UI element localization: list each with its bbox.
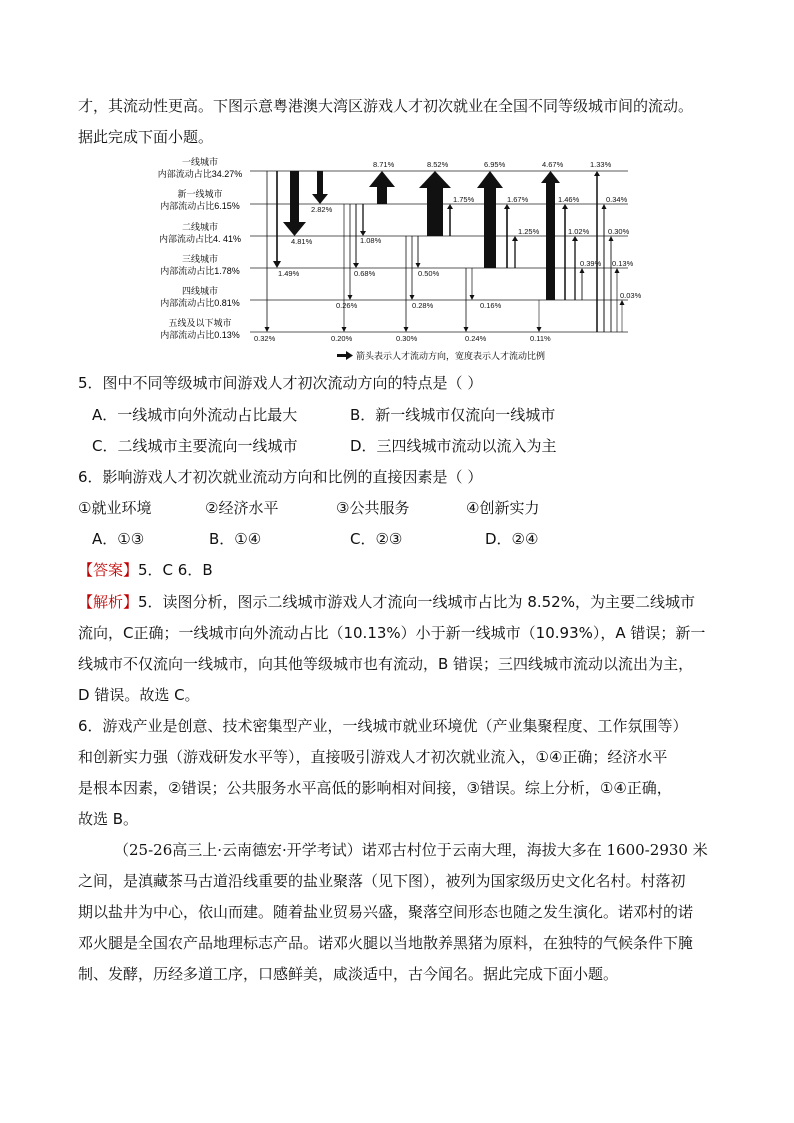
flow-arrowhead-4-2 — [504, 204, 510, 209]
q5-option-c[interactable]: C．二线城市主要流向一线城市 — [92, 437, 298, 455]
level-share-1: 内部流动占比34.27% — [157, 169, 243, 179]
flow-label: 6.95% — [484, 160, 506, 169]
level-name-3: 二线城市 — [181, 222, 219, 232]
answer-tag: 【答案】 — [78, 561, 139, 579]
flow-label: 0.16% — [480, 301, 502, 310]
analysis-line-1 — [78, 592, 695, 612]
level-name-4: 三线城市 — [181, 254, 219, 264]
flow-label: 4.81% — [291, 237, 313, 246]
level-share-5: 内部流动占比0.81% — [160, 298, 240, 308]
flow-arrowhead-6-4 — [615, 268, 620, 273]
flow-arrowhead-6-3 — [609, 236, 614, 241]
level-share-3: 内部流动占比4. 41% — [158, 234, 242, 244]
flow-arrowhead-6-1 — [594, 171, 600, 176]
level-share-6: 内部流动占比0.13% — [160, 330, 240, 340]
level-name-5: 四线城市 — [181, 286, 219, 296]
q6-factor-4: ④创新实力 — [466, 499, 540, 517]
analysis-line-6: 和创新实力强（游戏研发水平等），直接吸引游戏人才初次就业流入，①④正确；经济水平 — [78, 748, 668, 766]
legend-arrowhead-icon — [346, 351, 353, 360]
flow-label: 0.50% — [418, 269, 440, 278]
level-name-6: 五线及以下城市 — [168, 318, 232, 328]
flow-label: 0.68% — [354, 269, 376, 278]
flow-arrowhead-5-2 — [562, 204, 568, 209]
flow-arrowhead-2-5 — [348, 295, 353, 300]
flow-label: 1.75% — [453, 195, 475, 204]
flow-arrowhead-4-3 — [512, 236, 518, 241]
level-labels — [158, 156, 243, 340]
flow-arrow-1-3 — [290, 171, 299, 223]
flow-label: 0.28% — [412, 301, 434, 310]
flow-label: 0.32% — [254, 334, 276, 343]
flow-arrowhead-3-1 — [419, 171, 451, 188]
flow-label: 8.71% — [373, 160, 395, 169]
flow-label: 0.24% — [465, 334, 487, 343]
level-name-2: 新一线城市 — [177, 189, 223, 199]
level-name-1: 一线城市 — [181, 157, 219, 167]
flow-label: 1.02% — [568, 227, 590, 236]
q6-option-a[interactable]: A．①③ — [92, 530, 145, 548]
flow-arrowhead-6-5 — [620, 300, 625, 305]
flow-arrow-3-1 — [427, 188, 443, 236]
flow-label: 8.52% — [427, 160, 449, 169]
flow-arrowhead-1-4 — [273, 261, 281, 268]
answer-line — [78, 560, 213, 580]
analysis-line-5: 6．游戏产业是创意、技术密集型产业，一线城市就业环境优（产业集聚程度、工作氛围等） — [78, 717, 688, 735]
analysis-line-3: 线城市不仅流向一线城市，向其他等级城市也有流动，B 错误；三四线城市流动以流出为主， — [78, 655, 694, 673]
flow-label: 0.34% — [606, 195, 628, 204]
answer-text: 5．C 6．B — [138, 561, 213, 579]
flow-arrowhead-5-3 — [572, 236, 578, 241]
flow-label: 4.67% — [542, 160, 564, 169]
flow-arrow-2-1 — [377, 187, 387, 204]
legend-arrow-icon — [337, 354, 347, 357]
flow-label: 0.39% — [580, 259, 602, 268]
talent-flow-figure — [150, 155, 650, 367]
flow-arrowhead-4-5 — [470, 295, 475, 300]
flow-label: 0.13% — [612, 259, 634, 268]
flow-arrow-1-2 — [317, 171, 323, 195]
flow-arrowhead-3-6 — [404, 327, 409, 332]
flow-arrow-4-1 — [484, 188, 496, 268]
flow-arrowhead-5-6 — [537, 327, 542, 332]
q6-stem: 6．影响游戏人才初次就业流动方向和比例的直接因素是（ ） — [78, 468, 483, 486]
flow-label: 0.20% — [331, 334, 353, 343]
analysis-line-2: 流向，C正确；一线城市向外流动占比（10.13%）小于新一线城市（10.93%），A 错误；新一 — [78, 624, 706, 642]
flow-label: 0.30% — [396, 334, 418, 343]
flow-arrowhead-1-3 — [283, 222, 306, 236]
flow-label: 1.49% — [278, 269, 300, 278]
flow-arrowhead-1-2 — [312, 194, 328, 204]
flow-label: 1.25% — [518, 227, 540, 236]
analysis-line-8: 故选 B。 — [78, 810, 139, 828]
q5-option-d[interactable]: D．三四线城市流动以流入为主 — [350, 437, 557, 455]
next-passage-line-4: 邓火腿是全国农产品地理标志产品。诺邓火腿以当地散养黑猪为原料，在独特的气候条件下腌 — [78, 934, 694, 952]
intro-line-2: 据此完成下面小题。 — [78, 128, 214, 146]
next-passage-line-3: 期以盐井为中心，依山而建。随着盐业贸易兴盛，聚落空间形态也随之发生演化。诺邓村的诺 — [78, 903, 694, 921]
analysis-text-1: 5．读图分析，图示二线城市游戏人才流向一线城市占比为 8.52%，为主要二线城市 — [138, 593, 695, 611]
flow-arrow-5-1 — [546, 183, 555, 300]
flow-arrowhead-3-2 — [447, 204, 453, 209]
next-passage-line-5: 制、发酵，历经多道工序，口感鲜美，咸淡适中，古今闻名。据此完成下面小题。 — [78, 965, 619, 983]
flow-label: 1.67% — [507, 195, 529, 204]
q5-stem: 5．图中不同等级城市间游戏人才初次流动方向的特点是（ ） — [78, 374, 483, 392]
flow-arrowhead-3-5 — [410, 295, 415, 300]
q6-factor-3: ③公共服务 — [336, 499, 410, 517]
flow-label: 2.82% — [311, 205, 333, 214]
flow-arrowhead-4-1 — [477, 171, 503, 188]
q5-option-a[interactable]: A．一线城市向外流动占比最大 — [92, 406, 298, 424]
flow-arrowhead-6-2 — [602, 204, 607, 209]
flow-arrowhead-2-6 — [342, 327, 347, 332]
intro-line-1: 才，其流动性更高。下图示意粤港澳大湾区游戏人才初次就业在全国不同等级城市间的流动。 — [78, 97, 694, 115]
q6-option-d[interactable]: D．②④ — [485, 530, 539, 548]
analysis-tag: 【解析】 — [78, 593, 139, 611]
flow-arrowhead-2-4 — [353, 263, 359, 268]
flow-arrowhead-5-1 — [541, 171, 560, 183]
level-share-2: 内部流动占比6.15% — [160, 201, 240, 211]
flow-arrowhead-5-4 — [580, 268, 585, 273]
analysis-line-7: 是根本因素，②错误；公共服务水平高低的影响相对间接，③错误。综上分析，①④正确， — [78, 779, 672, 797]
flow-label: 0.03% — [620, 291, 642, 300]
analysis-line-4: D 错误。故选 C。 — [78, 686, 200, 704]
flow-label: 0.26% — [336, 301, 358, 310]
q5-option-b[interactable]: B．新一线城市仅流向一线城市 — [350, 406, 556, 424]
q6-factor-2: ②经济水平 — [205, 499, 279, 517]
flow-arrowhead-4-6 — [464, 327, 469, 332]
flow-arrowhead-2-1 — [369, 171, 395, 187]
next-passage-line-1: （25-26高三上·云南德宏·开学考试）诺邓古村位于云南大理，海拔大多在 1600-2930 米 — [114, 841, 708, 859]
flow-label: 0.11% — [530, 334, 551, 343]
figure-legend — [337, 350, 545, 362]
next-passage-line-2: 之间，是滇藏茶马古道沿线重要的盐业聚落（见下图），被列为国家级历史文化名村。村落初 — [78, 872, 686, 890]
flow-arrowhead-1-6 — [265, 327, 270, 332]
flow-label: 1.46% — [558, 195, 580, 204]
q6-option-c[interactable]: C．②③ — [350, 530, 403, 548]
legend-text: 箭头表示人才流动方向，宽度表示人才流动比例 — [356, 351, 546, 361]
q6-factor-1: ①就业环境 — [78, 499, 152, 517]
flow-arrowhead-3-4 — [416, 263, 421, 268]
flow-label: 0.30% — [608, 227, 630, 236]
level-share-4: 内部流动占比1.78% — [160, 266, 240, 276]
flow-label: 1.08% — [360, 236, 382, 245]
flow-label: 1.33% — [590, 160, 612, 169]
q6-option-b[interactable]: B．①④ — [209, 530, 262, 548]
